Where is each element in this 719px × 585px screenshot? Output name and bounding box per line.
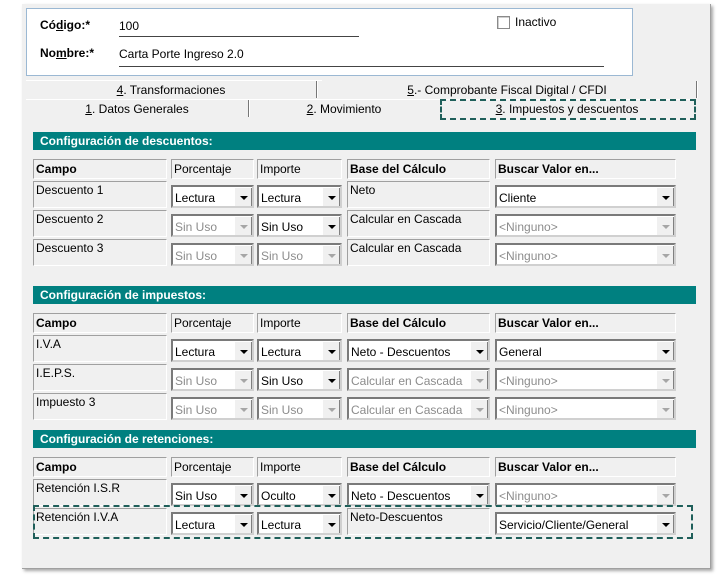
dropdown-button[interactable] bbox=[470, 370, 488, 390]
chevron-down-icon bbox=[476, 350, 484, 354]
chevron-down-icon bbox=[328, 196, 336, 200]
row-highlight bbox=[33, 505, 693, 539]
tab-cfdi[interactable]: 5.- Comprobante Fiscal Digital / CFDI bbox=[407, 83, 607, 97]
importe-select-value: Oculto bbox=[261, 489, 296, 503]
tab-transformaciones[interactable]: 4. Transformaciones bbox=[116, 83, 226, 97]
column-header-campo: Campo bbox=[33, 159, 167, 179]
porcentaje-select-value: Sin Uso bbox=[175, 249, 218, 263]
dropdown-button[interactable] bbox=[470, 341, 488, 361]
column-header-importe: Importe bbox=[257, 159, 342, 179]
porcentaje-select-value: Sin Uso bbox=[175, 403, 218, 417]
column-header-importe: Importe bbox=[257, 457, 342, 477]
campo-cell: Retención I.V.A bbox=[33, 508, 167, 535]
chevron-down-icon bbox=[476, 379, 484, 383]
porcentaje-select-value: Sin Uso bbox=[175, 374, 218, 388]
base-calculo-cell: Neto bbox=[347, 181, 490, 208]
column-header-porcentaje: Porcentaje bbox=[171, 313, 254, 333]
porcentaje-select[interactable] bbox=[171, 397, 254, 420]
importe-select-value: Sin Uso bbox=[261, 249, 304, 263]
buscar-valor-select[interactable] bbox=[495, 185, 676, 208]
importe-select-value: Sin Uso bbox=[261, 220, 304, 234]
chevron-down-icon bbox=[328, 379, 336, 383]
dropdown-button[interactable] bbox=[322, 216, 340, 236]
buscar-valor-select[interactable] bbox=[495, 214, 676, 237]
dropdown-button[interactable] bbox=[656, 485, 674, 505]
buscar-valor-select-value: <Ninguno> bbox=[499, 220, 558, 234]
section-title: Configuración de retenciones: bbox=[33, 430, 696, 448]
codigo-underline bbox=[119, 36, 359, 37]
campo-cell: I.E.P.S. bbox=[33, 364, 167, 391]
nombre-label: Nombre:* bbox=[40, 46, 95, 60]
dropdown-button[interactable] bbox=[234, 399, 252, 419]
inactivo-label: Inactivo bbox=[515, 15, 557, 29]
buscar-valor-select-value: Cliente bbox=[499, 191, 537, 205]
dropdown-button[interactable] bbox=[322, 187, 340, 207]
campo-cell: Retención I.S.R bbox=[33, 479, 167, 506]
base-calculo-cell: Neto-Descuentos bbox=[347, 508, 490, 535]
column-header-base: Base del Cálculo bbox=[347, 313, 490, 333]
config-window bbox=[22, 4, 711, 569]
chevron-down-icon bbox=[328, 254, 336, 258]
porcentaje-select[interactable] bbox=[171, 243, 254, 266]
dropdown-button[interactable] bbox=[322, 341, 340, 361]
chevron-down-icon bbox=[662, 494, 670, 498]
chevron-down-icon bbox=[328, 350, 336, 354]
dropdown-button[interactable] bbox=[656, 399, 674, 419]
porcentaje-select-value: Lectura bbox=[175, 345, 216, 359]
column-header-base: Base del Cálculo bbox=[347, 457, 490, 477]
section-title: Configuración de impuestos: bbox=[33, 286, 696, 304]
base-calculo-select[interactable] bbox=[347, 339, 490, 362]
codigo-label: Código:* bbox=[40, 18, 91, 32]
importe-select-value: Sin Uso bbox=[261, 403, 304, 417]
section-title: Configuración de descuentos: bbox=[33, 132, 696, 150]
header-panel bbox=[26, 8, 633, 76]
porcentaje-select[interactable] bbox=[171, 483, 254, 506]
dropdown-button[interactable] bbox=[234, 187, 252, 207]
chevron-down-icon bbox=[662, 408, 670, 412]
dropdown-button[interactable] bbox=[322, 370, 340, 390]
chevron-down-icon bbox=[240, 350, 248, 354]
dropdown-button[interactable] bbox=[234, 485, 252, 505]
porcentaje-select[interactable] bbox=[171, 368, 254, 391]
column-header-campo: Campo bbox=[33, 457, 167, 477]
chevron-down-icon bbox=[240, 254, 248, 258]
dropdown-button[interactable] bbox=[234, 341, 252, 361]
tab-movimiento[interactable]: 2. Movimiento bbox=[306, 102, 382, 116]
column-header-buscar: Buscar Valor en... bbox=[495, 159, 676, 179]
base-calculo-select-value: Calcular en Cascada bbox=[351, 374, 463, 388]
importe-select[interactable] bbox=[257, 243, 342, 266]
base-calculo-select[interactable] bbox=[347, 368, 490, 391]
chevron-down-icon bbox=[240, 225, 248, 229]
porcentaje-select-value: Lectura bbox=[175, 518, 216, 532]
column-header-buscar: Buscar Valor en... bbox=[495, 313, 676, 333]
chevron-down-icon bbox=[476, 408, 484, 412]
tab-impuestos-descuentos[interactable]: 3. Impuestos y descuentos bbox=[495, 102, 639, 116]
inactivo-checkbox[interactable] bbox=[497, 16, 510, 29]
buscar-valor-select[interactable] bbox=[495, 397, 676, 420]
chevron-down-icon bbox=[662, 196, 670, 200]
dropdown-button[interactable] bbox=[656, 216, 674, 236]
importe-select-value: Lectura bbox=[261, 191, 302, 205]
base-calculo-select-value: Calcular en Cascada bbox=[351, 403, 463, 417]
buscar-valor-select-value: Servicio/Cliente/General bbox=[499, 518, 629, 532]
dropdown-button[interactable] bbox=[322, 245, 340, 265]
base-calculo-select-value: Neto - Descuentos bbox=[351, 345, 451, 359]
porcentaje-select[interactable] bbox=[171, 185, 254, 208]
active-tab-highlight bbox=[440, 99, 696, 120]
importe-select[interactable] bbox=[257, 185, 342, 208]
nombre-underline bbox=[119, 66, 604, 67]
importe-select-value: Sin Uso bbox=[261, 374, 304, 388]
chevron-down-icon bbox=[662, 350, 670, 354]
nombre-field[interactable]: Carta Porte Ingreso 2.0 bbox=[119, 47, 244, 61]
buscar-valor-select-value: <Ninguno> bbox=[499, 403, 558, 417]
importe-select[interactable] bbox=[257, 368, 342, 391]
buscar-valor-select[interactable] bbox=[495, 483, 676, 506]
buscar-valor-select-value: <Ninguno> bbox=[499, 249, 558, 263]
dropdown-button[interactable] bbox=[322, 485, 340, 505]
buscar-valor-select-value: General bbox=[499, 345, 542, 359]
dropdown-button[interactable] bbox=[470, 399, 488, 419]
campo-cell: Impuesto 3 bbox=[33, 393, 167, 420]
porcentaje-select-value: Sin Uso bbox=[175, 220, 218, 234]
column-header-campo: Campo bbox=[33, 313, 167, 333]
base-calculo-select[interactable] bbox=[347, 397, 490, 420]
codigo-field[interactable]: 100 bbox=[119, 19, 140, 33]
importe-select[interactable] bbox=[257, 483, 342, 506]
chevron-down-icon bbox=[240, 494, 248, 498]
dropdown-button[interactable] bbox=[322, 399, 340, 419]
buscar-valor-select-value: <Ninguno> bbox=[499, 374, 558, 388]
dropdown-button[interactable] bbox=[234, 216, 252, 236]
buscar-valor-select-value: <Ninguno> bbox=[499, 489, 558, 503]
dropdown-button[interactable] bbox=[234, 245, 252, 265]
chevron-down-icon bbox=[328, 225, 336, 229]
column-header-importe: Importe bbox=[257, 313, 342, 333]
importe-select-value: Lectura bbox=[261, 518, 302, 532]
tab-datos-generales[interactable]: 1. Datos Generales bbox=[85, 102, 189, 116]
importe-select[interactable] bbox=[257, 397, 342, 420]
column-header-porcentaje: Porcentaje bbox=[171, 159, 254, 179]
chevron-down-icon bbox=[240, 196, 248, 200]
tab-separator bbox=[696, 81, 698, 98]
importe-select[interactable] bbox=[257, 339, 342, 362]
buscar-valor-select[interactable] bbox=[495, 339, 676, 362]
column-header-base: Base del Cálculo bbox=[347, 159, 490, 179]
porcentaje-select-value: Lectura bbox=[175, 191, 216, 205]
base-calculo-cell: Calcular en Cascada bbox=[347, 239, 490, 266]
chevron-down-icon bbox=[662, 254, 670, 258]
dropdown-button[interactable] bbox=[656, 341, 674, 361]
chevron-down-icon bbox=[328, 494, 336, 498]
dropdown-button[interactable] bbox=[656, 370, 674, 390]
campo-cell: Descuento 3 bbox=[33, 239, 167, 266]
dropdown-button[interactable] bbox=[234, 370, 252, 390]
importe-select-value: Lectura bbox=[261, 345, 302, 359]
dropdown-button[interactable] bbox=[656, 245, 674, 265]
buscar-valor-select[interactable] bbox=[495, 243, 676, 266]
column-header-porcentaje: Porcentaje bbox=[171, 457, 254, 477]
porcentaje-select[interactable] bbox=[171, 214, 254, 237]
chevron-down-icon bbox=[476, 494, 484, 498]
campo-cell: I.V.A bbox=[33, 335, 167, 362]
column-header-buscar: Buscar Valor en... bbox=[495, 457, 676, 477]
chevron-down-icon bbox=[662, 225, 670, 229]
chevron-down-icon bbox=[328, 408, 336, 412]
chevron-down-icon bbox=[240, 379, 248, 383]
porcentaje-select-value: Sin Uso bbox=[175, 489, 218, 503]
campo-cell: Descuento 1 bbox=[33, 181, 167, 208]
chevron-down-icon bbox=[240, 408, 248, 412]
dropdown-button[interactable] bbox=[470, 485, 488, 505]
campo-cell: Descuento 2 bbox=[33, 210, 167, 237]
base-calculo-select[interactable] bbox=[347, 483, 490, 506]
buscar-valor-select[interactable] bbox=[495, 368, 676, 391]
chevron-down-icon bbox=[662, 379, 670, 383]
porcentaje-select[interactable] bbox=[171, 339, 254, 362]
base-calculo-cell: Calcular en Cascada bbox=[347, 210, 490, 237]
base-calculo-select-value: Neto - Descuentos bbox=[351, 489, 451, 503]
dropdown-button[interactable] bbox=[656, 187, 674, 207]
importe-select[interactable] bbox=[257, 214, 342, 237]
